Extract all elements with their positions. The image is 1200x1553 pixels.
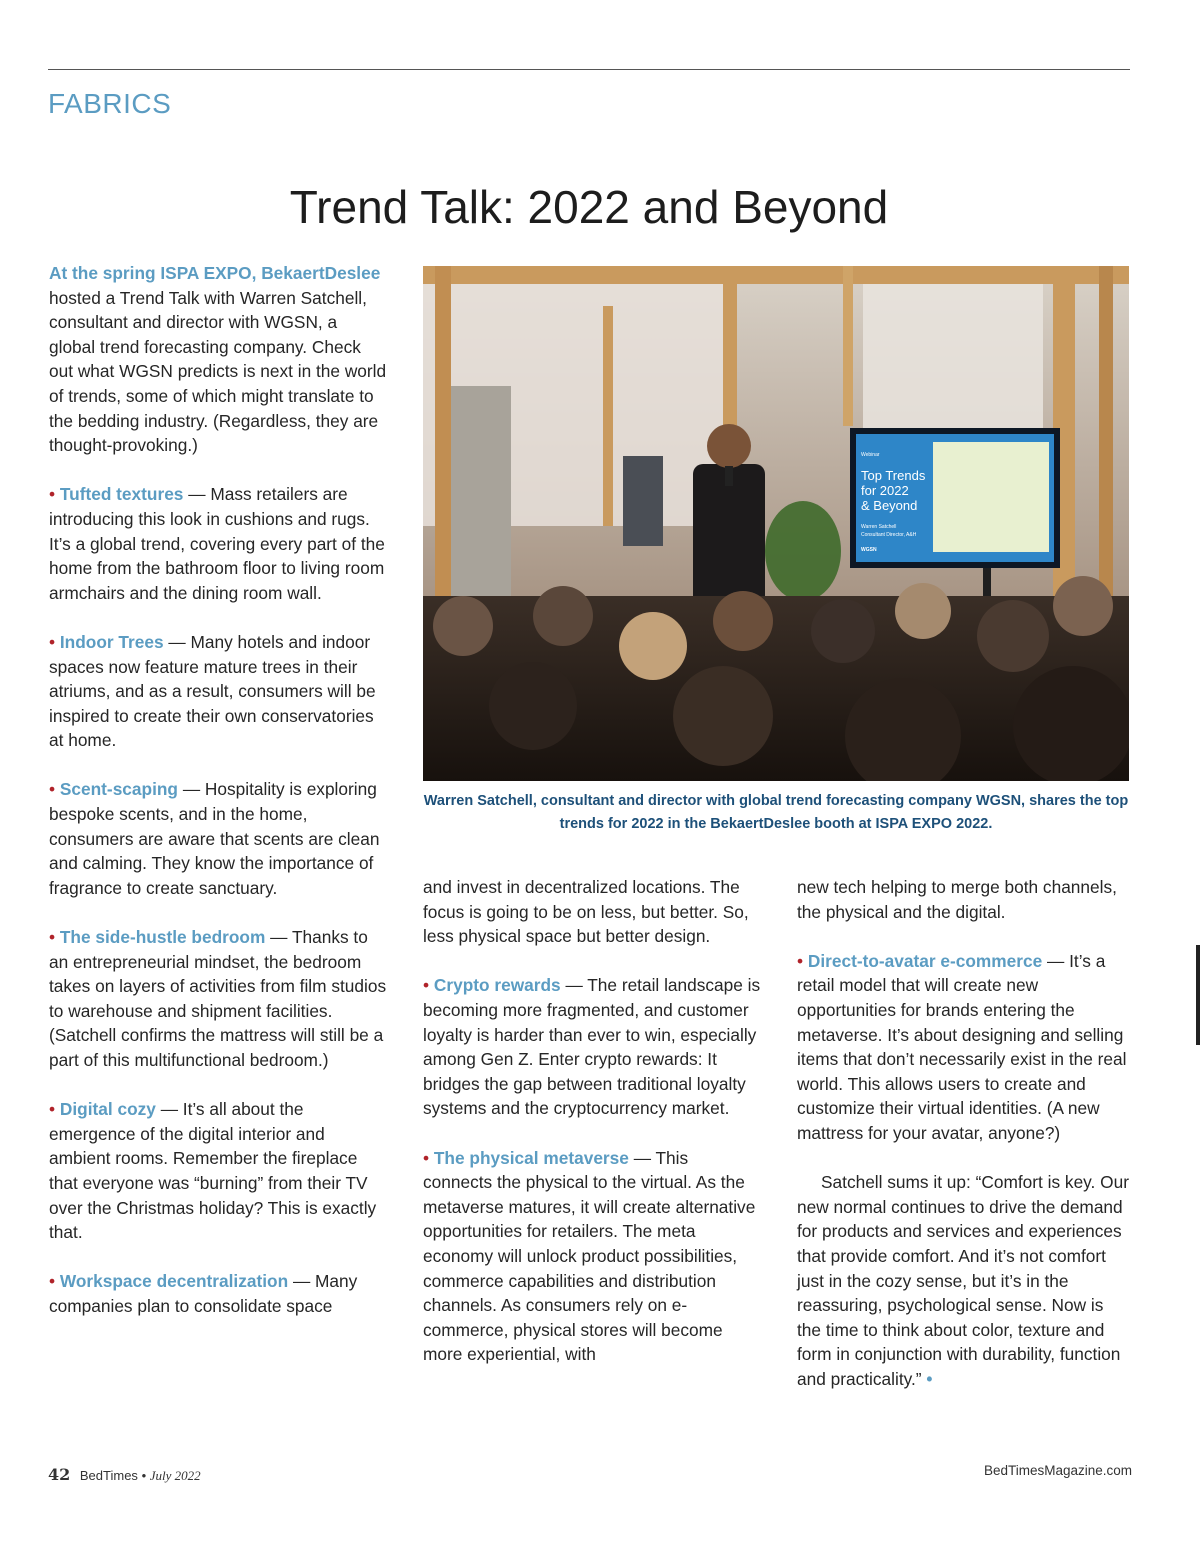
column-1 [49,261,387,1343]
bullet-icon: • [49,631,56,652]
trend-item [423,1146,761,1367]
trend-item [49,1269,387,1318]
continuation-paragraph: new tech helping to merge both channels, the physical and the digital. [797,877,1117,922]
event-photo [423,266,1129,781]
section-label: FABRICS [48,88,172,119]
closing-text: Satchell sums it up: “Comfort is key. Our new normal continues to drive the demand for products and services and experiences that provide comfort. And it’s not comfort just in the cozy sense, but it’s in the reassuring, psychological sense. Now is the time to think about color, texture and form in conjunction with durability, function and practicality.” [797,1172,1129,1389]
screen-kicker: Webinar [861,452,880,458]
trend-item [49,925,387,1073]
trend-title: Indoor Trees [59,631,164,652]
screen-title-line-1: Top Trends [861,468,926,483]
website-link[interactable]: BedTimesMagazine.com [983,1463,1132,1478]
footer-folio [48,1465,201,1484]
trend-title: Tufted textures [59,484,184,505]
issue-date: July 2022 [149,1468,201,1483]
trend-title: Direct-to-avatar e-commerce [807,950,1043,971]
trend-text: — It’s a retail model that will create new opportunities for brands entering the metaverse. It’s about designing and selling items that don’t necessarily exist in the real world. This allows users to create and customize their virtual identities. (A new mattress for your avatar, anyone?) [797,950,1127,1143]
trend-item [797,949,1130,1146]
trend-item [423,973,761,1121]
trend-title: Scent-scaping [59,779,178,800]
column-2 [423,875,761,1391]
trend-text: — It’s all about the emergence of the digital interior and ambient rooms. Remember the fireplace that everyone was “burning” from their TV over the Christmas holiday? This is exactly that. [49,1099,377,1243]
footer-separator: • [141,1468,147,1483]
magazine-name: BedTimes [79,1468,138,1483]
trend-title: Crypto rewards [433,975,561,996]
article-title: Trend Talk: 2022 and Beyond [289,181,889,233]
trend-text: — This connects the physical to the virtual. As the metaverse matures, it will create alternative opportunities for retailers. The meta economy will unlock product possibilities, commerce capabilities and distribution channels. As consumers rely on e-commerce, physical stores will become more experiential, with [423,1147,756,1365]
bullet-icon: • [49,1099,56,1120]
trend-item [49,777,387,900]
screen-brand: WGSN [861,547,877,553]
top-rule [48,69,1130,70]
event-photo-illustration [423,266,1129,781]
trend-item [49,1097,387,1245]
page-number: 42 [48,1465,71,1484]
screen-title-line-2: for 2022 [861,483,909,498]
trend-text: — Many companies plan to consolidate space [49,1271,358,1316]
intro-paragraph [49,261,387,458]
screen-role: Consultant Director, A&H [861,532,917,538]
bullet-icon: • [423,1147,430,1168]
trend-text: — The retail landscape is becoming more fragmented, and customer loyalty is harder than ever to win, especially among Gen Z. Enter crypto rewards: It bridges the gap between traditional loyalty systems and the cryptocurrency market. [423,975,761,1119]
trend-title: Workspace decentralization [59,1271,289,1292]
bullet-icon: • [797,950,804,971]
intro-body: hosted a Trend Talk with Warren Satchell, consultant and director with WGSN, a global trend forecasting company. Check out what WGSN predicts is next in the world of trends, some of which might translate to the bedding industry. (Regardless, they are thought-provoking.) [49,287,387,456]
bullet-icon: • [49,1271,56,1292]
screen-presenter: Warren Satchell [861,524,897,530]
photo-caption: Warren Satchell, consultant and director with global trend forecasting company WGSN, shares the top trends for 2022 in the BekaertDeslee booth at ISPA EXPO 2022. [423,793,1129,832]
continuation-paragraph: and invest in decentralized locations. The focus is going to be on less, but better. So, less physical space but better design. [423,877,749,947]
trend-title: The side-hustle bedroom [59,927,266,948]
bullet-icon: • [49,927,56,948]
trend-item [49,630,387,753]
trend-text: — Hospitality is exploring bespoke scents, and in the home, consumers are aware that scents are clean and calming. They know the importance of fragrance to create sanctuary. [49,779,380,898]
trend-text: — Thanks to an entrepreneurial mindset, the bedroom takes on layers of activities from film studios to warehouse and shipment facilities. (Satchell confirms the mattress will still be a part of this multifunctional bedroom.) [49,927,387,1070]
screen-title-line-3: & Beyond [861,498,918,513]
trend-text: — Many hotels and indoor spaces now feature mature trees in their atriums, and as a result, consumers will be inspired to create their own conservatories at home. [49,631,376,751]
bullet-icon: • [49,779,56,800]
trend-item [49,482,387,605]
trend-title: The physical metaverse [433,1147,629,1168]
bullet-icon: • [423,975,430,996]
closing-paragraph [797,1170,1130,1391]
intro-lead: At the spring ISPA EXPO, BekaertDeslee [49,263,381,283]
page-edge-mark [1196,945,1200,1045]
trend-text: — Mass retailers are introducing this look in cushions and rugs. It’s a global trend, covering every part of the home from the bathroom floor to living room armchairs and the dining room wall. [49,484,385,603]
bullet-icon: • [49,484,56,505]
column-3 [797,875,1130,1416]
end-mark-icon: • [926,1368,933,1389]
trend-title: Digital cozy [59,1099,156,1120]
